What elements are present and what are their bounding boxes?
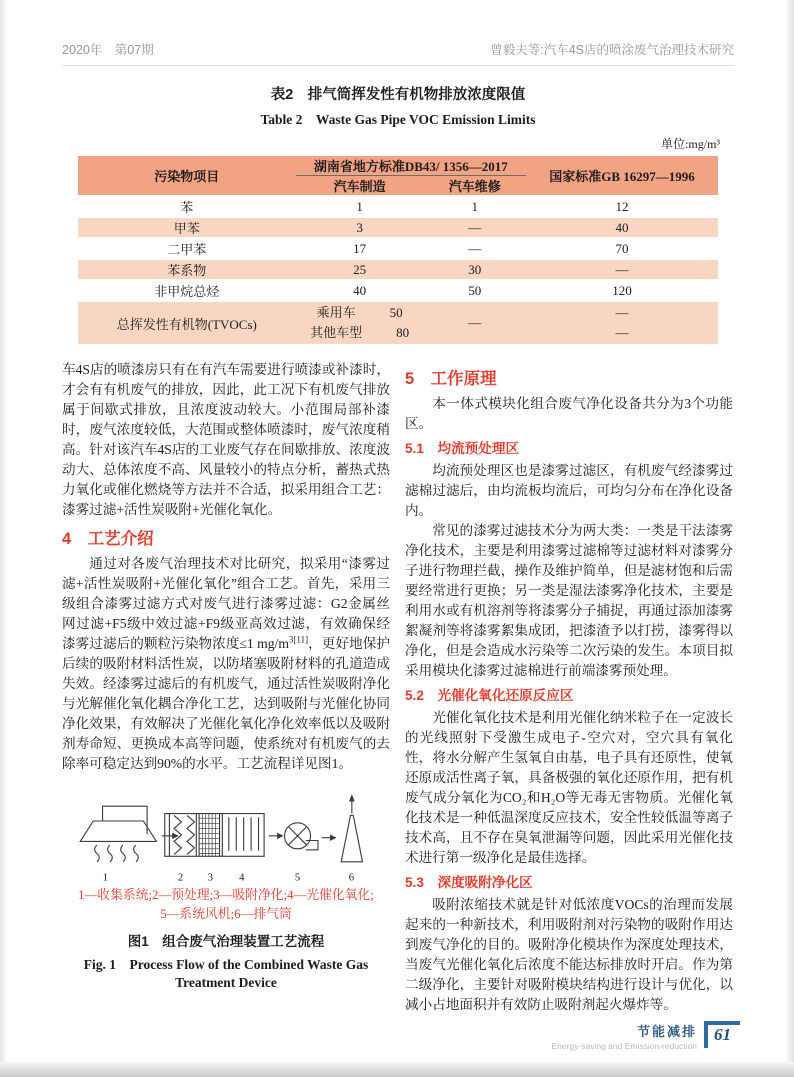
table-title-zh: 表2 排气筒挥发性有机物排放浓度限值 (270, 87, 526, 103)
col-header-pollutant: 污染物项目 (78, 156, 296, 196)
tvoc-passenger-car-line: 乘用车 50 (316, 305, 403, 320)
body-columns (62, 360, 734, 1015)
figure-legend-line-2: 5—系统风机;6—排气筒 (160, 906, 292, 921)
scan-edge-left (0, 0, 7, 1077)
table-header-row-1 (78, 156, 718, 176)
article-title-running: 曾毅夫等:汽车4S店的喷涂废气治理技术研究 (490, 43, 734, 57)
system-fan-shape (284, 823, 317, 850)
journal-section-name-zh: 节能减排 (636, 1024, 697, 1039)
col-header-hunan-standard: 湖南省地方标准DB43/ 1356—2017 (296, 156, 526, 176)
running-head (62, 0, 734, 66)
figure-number-4: 4 (238, 871, 244, 884)
journal-section-name-en: Energy-saving and Emission-reduction (551, 1041, 697, 1051)
collection-hood-shape (80, 806, 156, 862)
table-unit: 单位:mg/m³ (661, 137, 720, 151)
table-row: 苯 1 1 12 (78, 196, 718, 217)
left-column (62, 360, 390, 1015)
issue-label: 2020年 第07期 (62, 43, 154, 57)
section-5-2-heading: 5.2 光催化氧化还原反应区 (405, 688, 574, 703)
exhaust-stack-shape (341, 794, 362, 862)
page-footer (551, 1021, 740, 1051)
citation-superscript: 3[11] (288, 634, 309, 645)
table-row: 苯系物 25 30 — (78, 259, 718, 280)
figure-caption-zh: 图1 组合废气治理装置工艺流程 (127, 934, 325, 949)
table-row: 二甲苯 17 — 70 (78, 238, 718, 259)
paragraph: 通过对各废气治理技术对比研究，拟采用“漆雾过滤+活性炭吸附+光催化氧化”组合工艺。首先，采用三级组合漆雾过滤方式对废气进行漆雾过滤：G2金属丝网过滤+F5级中效过滤+F9级亚高效过滤，有效确保经漆雾过滤后的颗粒污染物浓度≤1 mg/m$^{3[11]}$，更好地保护后续的吸附材料活性炭，以防堵塞吸附材料的孔道造成失效。经漆雾过滤后的有机废气，通过活性炭吸附净化与光解催化氧化耦合净化工艺，达到吸附与光催化协同净化效果，有效解决了光催化氧化净化效率低以及吸附剂寿命短、更换成本高等问题，使系统对有机废气的去除率可稳定达到90%的水平。工艺流程详见图1。 (62, 556, 390, 771)
figure-number-5: 5 (294, 871, 300, 884)
col-header-manufacture: 汽车制造 (296, 176, 424, 197)
scan-edge-bottom (0, 1062, 794, 1077)
table-row: 非甲烷总烃 40 50 120 (78, 280, 718, 301)
paragraph: 光催化氧化技术是利用光催化纳米粒子在一定波长的光线照射下受激生成电子-空穴对，空穴具有氧化性，将水分解产生氢氧自由基，电子具有还原性，使氧还原成活性离子氧，具备极强的氧化还原作用，把有机废气成分氧化为CO₂和H₂O等无毒无害物质。光催化氧化技术是一种低温深度反应技术，安全性较低温等离子技术高，且不存在臭氧泄漏等问题，因此采用光催化技术进行第一级净化是最佳选择。 (405, 710, 733, 865)
voc-emission-limits-table (78, 156, 718, 344)
paragraph: 本一体式模块化组合废气净化设备共分为3个功能区。 (405, 396, 733, 431)
paragraph: 均流预处理区也是漆雾过滤区，有机废气经漆雾过滤棉过滤后，由均流板均流后，可均匀分布在净化设备内。 (405, 463, 733, 518)
scan-edge-right (785, 0, 794, 1077)
paragraph: 吸附浓缩技术就是针对低浓度VOCs的治理而发展起来的一种新技术，利用吸附剂对污染物的吸附作用达到废气净化的目的。吸附净化模块作为深度处理技术，当废气光催化氧化后浓度不能达标排放时开启。作为第二级净化，主要针对吸附模块结构进行设计与优化，以减小占地面积并有效防止吸附剂起火爆炸等。 (405, 897, 733, 1012)
section-5-heading: 5 工作原理 (405, 370, 497, 388)
figure-number-2: 2 (177, 871, 183, 884)
table-title-en: Table 2 Waste Gas Pipe VOC Emission Limits (260, 112, 536, 127)
process-flow-diagram (63, 782, 390, 886)
col-header-national-standard: 国家标准GB 16297—1996 (526, 156, 718, 196)
paragraph: 常见的漆雾过滤技术分为两大类：一类是干法漆雾净化技术，主要是利用漆雾过滤棉等过滤材料对漆雾分子进行物理拦截，操作及维护简单，但是滤材饱和后需要经常进行更换；另一类是湿法漆雾净化技术，主要是利用水或有机溶剂等将漆雾分子捕捉，再通过添加漆雾絮凝剂等将漆雾絮集成团，把漆渣予以打捞，漆雾得以净化，但是会造成水污染等二次污染的发生。本项目拟采用模块化漆雾过滤棉进行前端漆雾预处理。 (405, 523, 733, 678)
page-content (62, 0, 734, 1015)
section-5-1-heading: 5.1 均流预处理区 (405, 441, 520, 456)
figure-legend-line-1: 1—收集系统;2—预处理;3—吸附净化;4—光催化氧化; (78, 888, 374, 902)
figure-caption-en: Fig. 1 Process Flow of the Combined Waste Gas Treatment Device (83, 957, 369, 990)
page-number-badge (704, 1021, 740, 1048)
tvoc-repair-value: — (424, 301, 526, 344)
right-column (405, 360, 733, 1015)
section-5-3-heading: 5.3 深度吸附净化区 (405, 875, 533, 890)
page-number: 61 (704, 1025, 740, 1048)
treatment-unit-shape (164, 814, 263, 857)
figure-number-1: 1 (102, 871, 108, 884)
flow-arrow-icon (321, 834, 336, 841)
figure-number-6: 6 (348, 871, 354, 884)
figure-number-3: 3 (207, 871, 213, 884)
table-row-tvoc: 总挥发性有机物(TVOCs) 乘用车 50 其他车型 80 — — — (78, 301, 718, 344)
section-4-heading: 4 工艺介绍 (62, 530, 154, 548)
flow-arrow-icon (268, 833, 283, 840)
paragraph: 车4S店的喷漆房只有在有汽车需要进行喷漆或补漆时，才会有有机废气的排放，因此，此工况下有机废气排放属于间歇式排放，且浓度波动较大。小范围局部补漆时，废气浓度较低，大范围或整体喷漆时，废气浓度稍高。针对该汽车4S店的工业废气存在间歇排放、浓度波动大、总体浓度不高、风量较小的特点分析，蓄热式热力氧化或催化燃烧等方法并不合适，拟采用组合工艺：漆雾过滤+活性炭吸附+光催化氧化。 (62, 362, 390, 517)
figure-1 (62, 782, 390, 992)
table-row: 甲苯 3 — 40 (78, 217, 718, 238)
col-header-repair: 汽车维修 (424, 176, 526, 197)
tvoc-other-vehicle-line: 其他车型 80 (310, 325, 410, 340)
